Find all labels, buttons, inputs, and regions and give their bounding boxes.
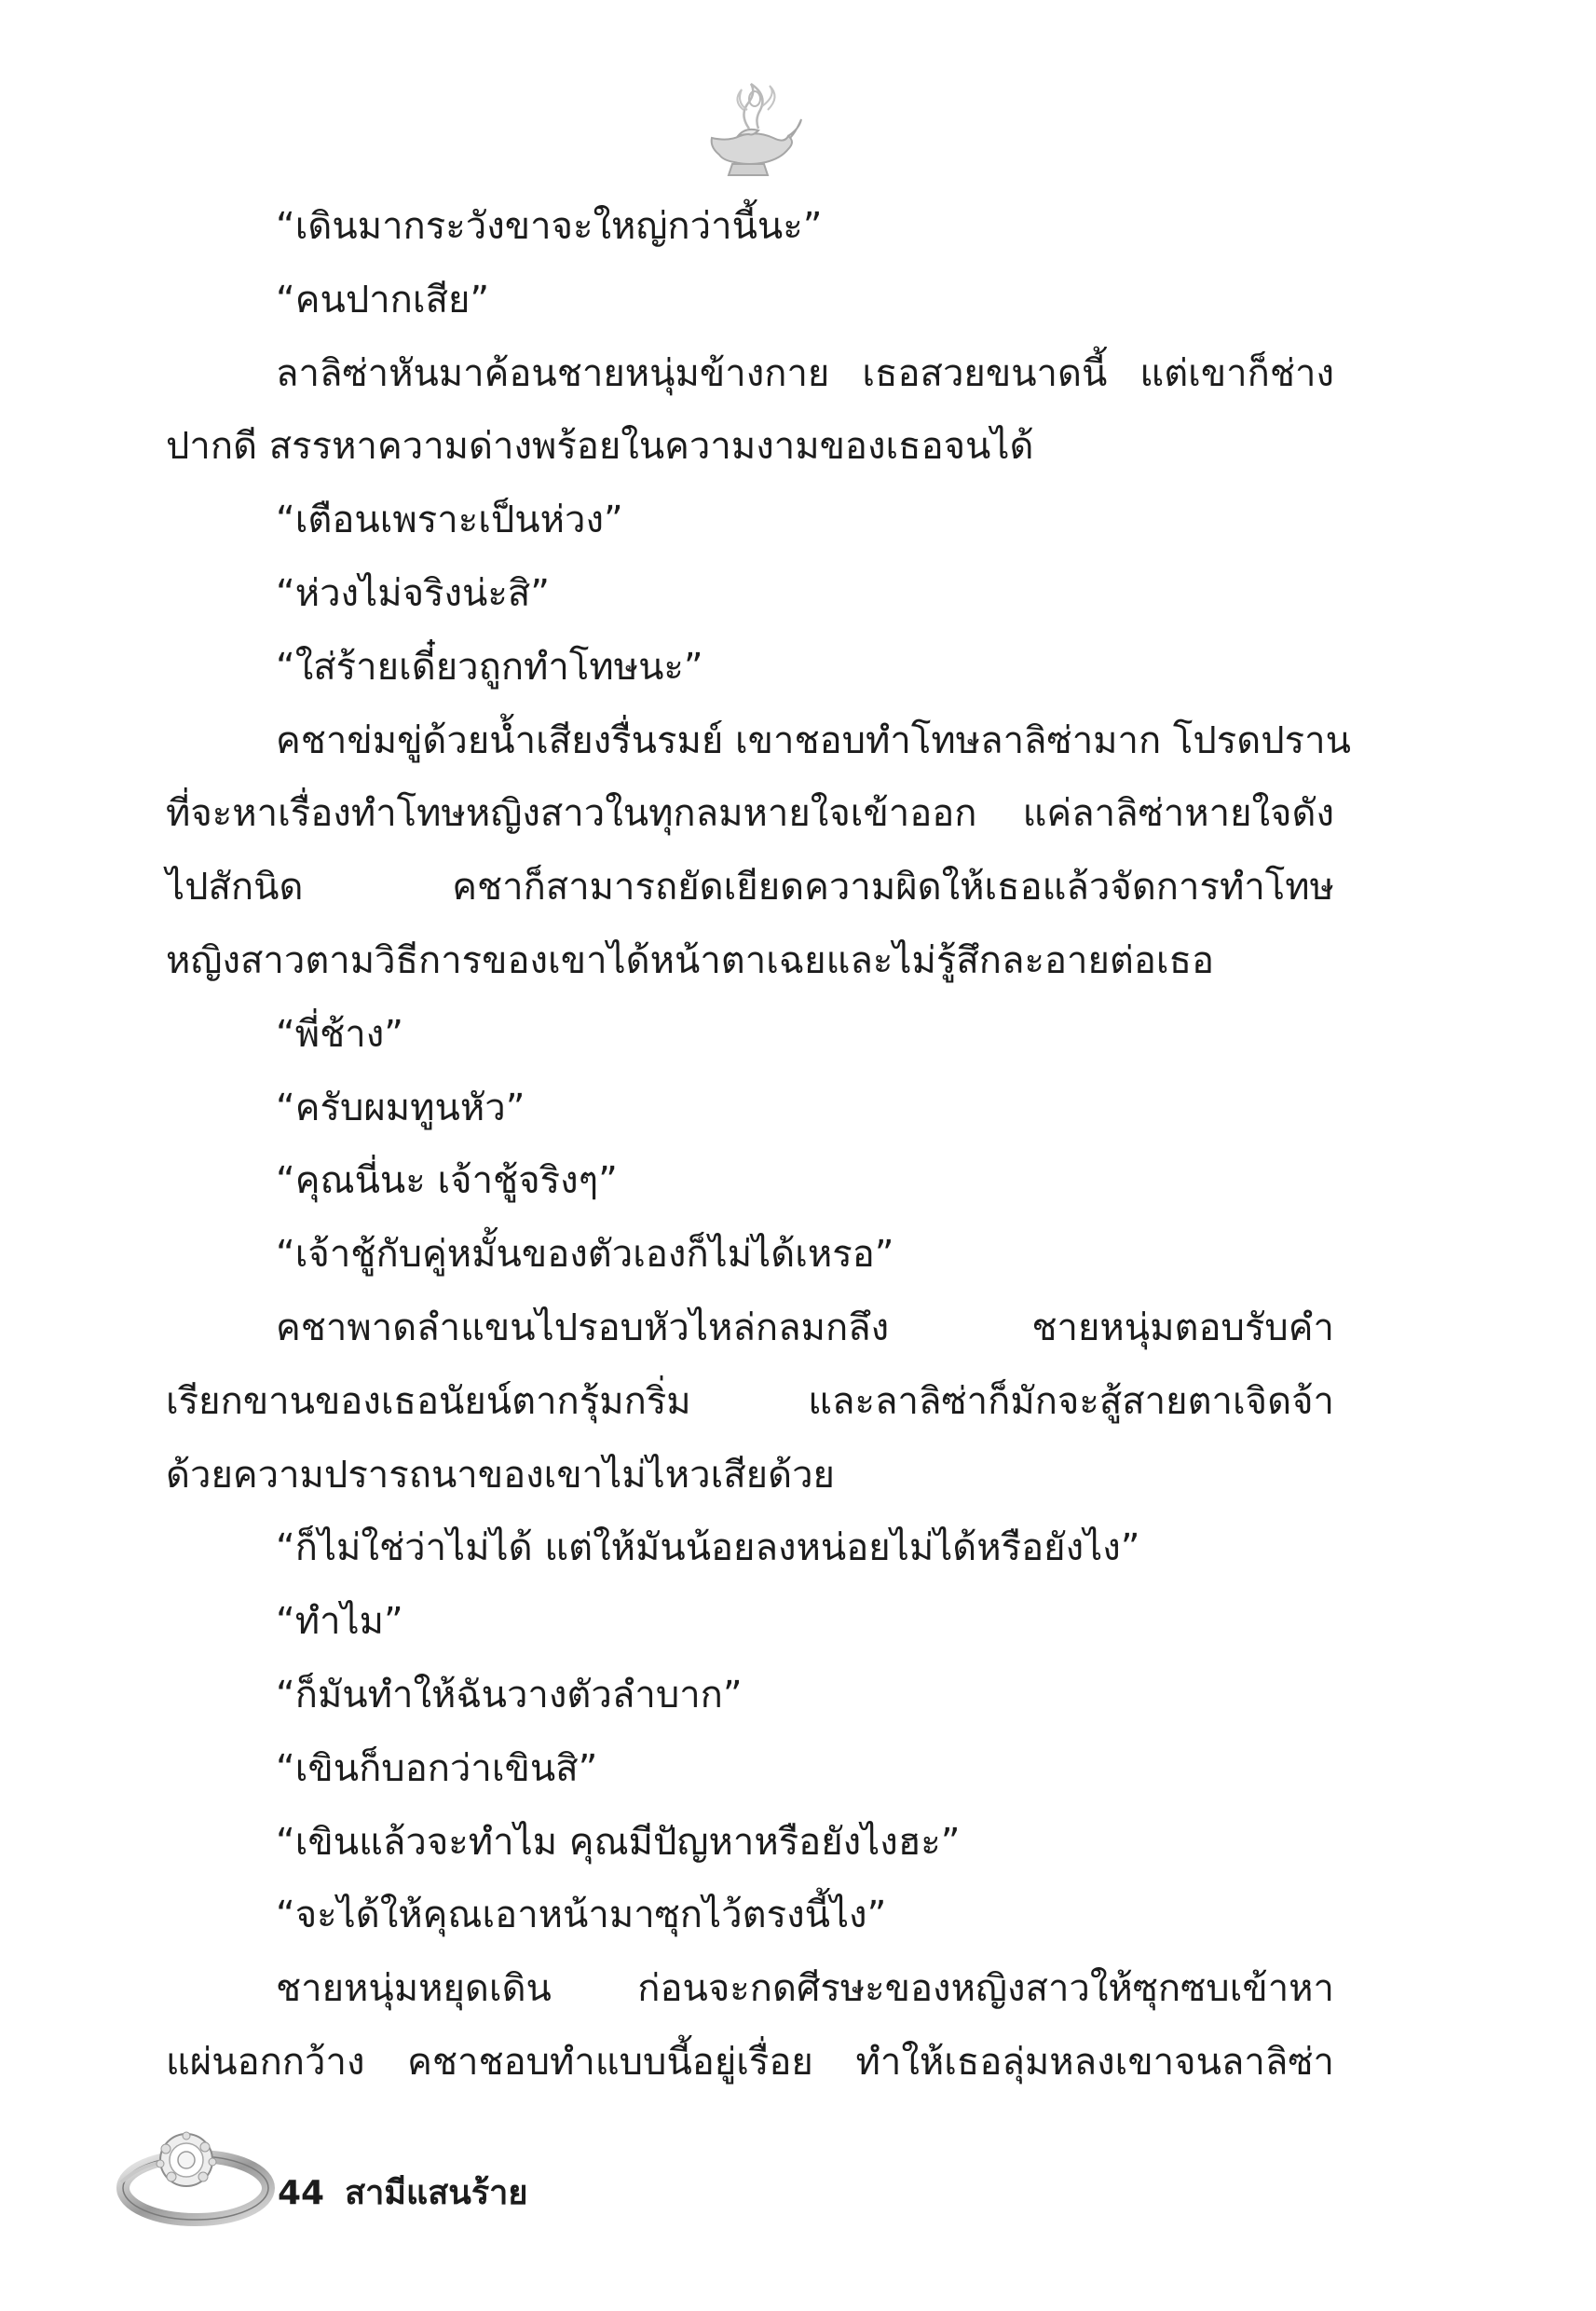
text-line: “เตือนเพราะเป็นห่วง”	[276, 499, 623, 542]
text-line: คชาพาดลำแขนไปรอบหัวไหล่กลมกลึง ชายหนุ่มตอบรับคำ	[276, 1306, 1334, 1349]
text-line: หญิงสาวตามวิธีการของเขาได้หน้าตาเฉยและไม่รู้สึกละอายต่อเธอ	[166, 938, 1214, 982]
footer-label	[278, 2166, 527, 2219]
text-line: ที่จะหาเรื่องทำโทษหญิงสาวในทุกลมหายใจเข้าออก แค่ลาลิซ่าหายใจดัง	[166, 792, 1334, 836]
text-line: เรียกขานของเธอนัยน์ตากรุ้มกริ่ม และลาลิซ่าก็มักจะสู้สายตาเจิดจ้า	[166, 1379, 1334, 1423]
text-line: “เขินแล้วจะทำไม คุณมีปัญหาหรือยังไงฮะ”	[276, 1820, 961, 1864]
text-line: “คุณนี่นะ เจ้าชู้จริงๆ”	[276, 1159, 618, 1203]
text-line: “คนปากเสีย”	[276, 278, 490, 321]
text-line: ลาลิซ่าหันมาค้อนชายหนุ่มข้างกาย เธอสวยขนาดนี้ แต่เขาก็ช่าง	[276, 351, 1334, 395]
text-line: “ครับผมทูนหัว”	[276, 1086, 525, 1129]
text-line: “เดินมากระวังขาจะใหญ่กว่านี้นะ”	[276, 205, 823, 248]
text-line: ปากดี สรรหาความด่างพร้อยในความงามของเธอจนได้	[166, 425, 1034, 469]
text-line: “ก็ไม่ใช่ว่าไม่ได้ แต่ให้มันน้อยลงหน่อยไม่ได้หรือยังไง”	[276, 1526, 1140, 1570]
text-line: แผ่นอกกว้าง คชาชอบทำแบบนี้อยู่เรื่อย ทำให้เธอลุ่มหลงเขาจนลาลิซ่า	[166, 2040, 1334, 2084]
diamond-ring-icon	[110, 2121, 276, 2231]
text-line: คชาข่มขู่ด้วยน้ำเสียงรื่นรมย์ เขาชอบทำโทษลาลิซ่ามาก โปรดปราน	[276, 718, 1351, 762]
text-line: “พี่ช้าง”	[276, 1012, 403, 1056]
text-line: “จะได้ให้คุณเอาหน้ามาซุกไว้ตรงนี้ไง”	[276, 1894, 887, 1937]
body-text	[166, 190, 1351, 2099]
book-title: สามีแสนร้าย	[345, 2174, 528, 2212]
magic-lamp-icon	[691, 82, 805, 186]
text-line: ไปสักนิด คชาก็สามารถยัดเยียดความผิดให้เธอแล้วจัดการทำโทษ	[166, 866, 1334, 909]
text-line: “ใส่ร้ายเดี๋ยวถูกทำโทษนะ”	[276, 645, 703, 689]
text-line: “เจ้าชู้กับคู่หมั้นของตัวเองก็ไม่ได้เหรอ”	[276, 1233, 894, 1277]
page-number: 44	[278, 2174, 325, 2212]
text-line: “ก็มันทำให้ฉันวางตัวลำบาก”	[276, 1673, 743, 1716]
text-line: “ทำไม”	[276, 1600, 403, 1644]
page-footer	[0, 2115, 1596, 2246]
text-line: “เขินก็บอกว่าเขินสิ”	[276, 1746, 598, 1790]
text-line: ชายหนุ่มหยุดเดิน ก่อนจะกดศีรษะของหญิงสาวให้ซุกซบเข้าหา	[276, 1967, 1334, 2011]
text-line: “ห่วงไม่จริงน่ะสิ”	[276, 571, 550, 615]
text-line: ด้วยความปรารถนาของเขาไม่ไหวเสียด้วย	[166, 1453, 835, 1497]
